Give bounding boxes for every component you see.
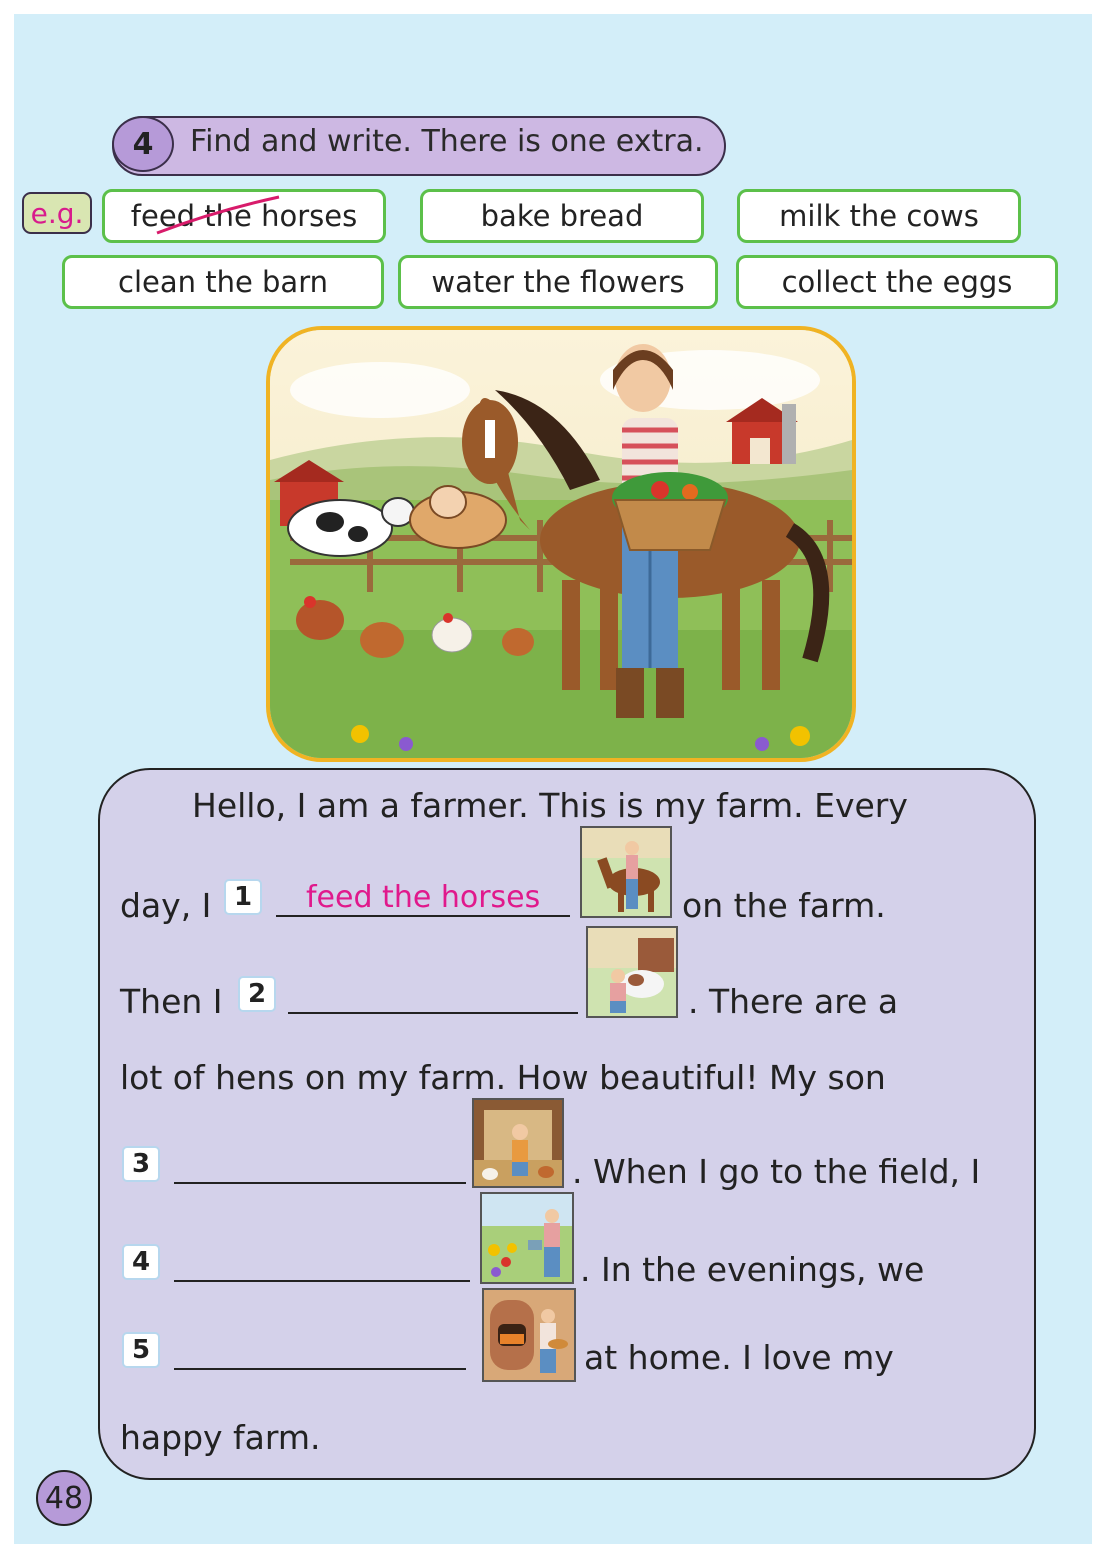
answer-line — [276, 915, 570, 917]
story-line: Hello, I am a farmer. This is my farm. Every — [192, 786, 908, 825]
phrase-label: clean the barn — [118, 265, 328, 299]
phrase-box — [736, 255, 1058, 309]
task-instruction: Find and write. There is one extra. — [190, 124, 704, 159]
blank-number: 3 — [122, 1146, 160, 1182]
story-line: day, I — [120, 886, 212, 925]
bakery-thumbnail — [482, 1288, 576, 1382]
phrase-label: bake bread — [480, 199, 644, 233]
farm-illustration — [266, 326, 856, 762]
phrase-label: milk the cows — [779, 199, 979, 233]
blank-number: 5 — [122, 1332, 160, 1368]
story-line: . There are a — [688, 982, 899, 1021]
strike-through-mark — [155, 193, 285, 239]
horse-thumbnail — [580, 826, 672, 918]
cow-thumbnail — [586, 926, 678, 1018]
story-line: . In the evenings, we — [580, 1250, 925, 1289]
blank-number: 4 — [122, 1244, 160, 1280]
story-line: lot of hens on my farm. How beautiful! My son — [120, 1058, 886, 1097]
example-badge: e.g. — [22, 192, 92, 234]
phrase-box — [62, 255, 384, 309]
task-number: 4 — [112, 116, 174, 172]
phrase-label: collect the eggs — [781, 265, 1013, 299]
blank-number: 2 — [238, 976, 276, 1012]
story-line: on the farm. — [682, 886, 886, 925]
story-line: . When I go to the field, I — [572, 1152, 981, 1191]
phrase-box — [737, 189, 1021, 243]
story-line: Then I — [120, 982, 223, 1021]
answer-line — [174, 1182, 466, 1184]
answer-line — [174, 1280, 470, 1282]
garden-thumbnail — [480, 1192, 574, 1284]
phrase-box — [420, 189, 704, 243]
barn-thumbnail — [472, 1098, 564, 1188]
phrase-box — [398, 255, 718, 309]
page-number: 48 — [36, 1470, 92, 1526]
answer-line — [174, 1368, 466, 1370]
answer-text: feed the horses — [306, 880, 541, 915]
phrase-label: water the flowers — [431, 265, 685, 299]
story-line: happy farm. — [120, 1418, 321, 1457]
phrase-label: feed the horses — [130, 199, 358, 233]
story-line: at home. I love my — [584, 1338, 894, 1377]
blank-number: 1 — [224, 879, 262, 915]
answer-line — [288, 1012, 578, 1014]
